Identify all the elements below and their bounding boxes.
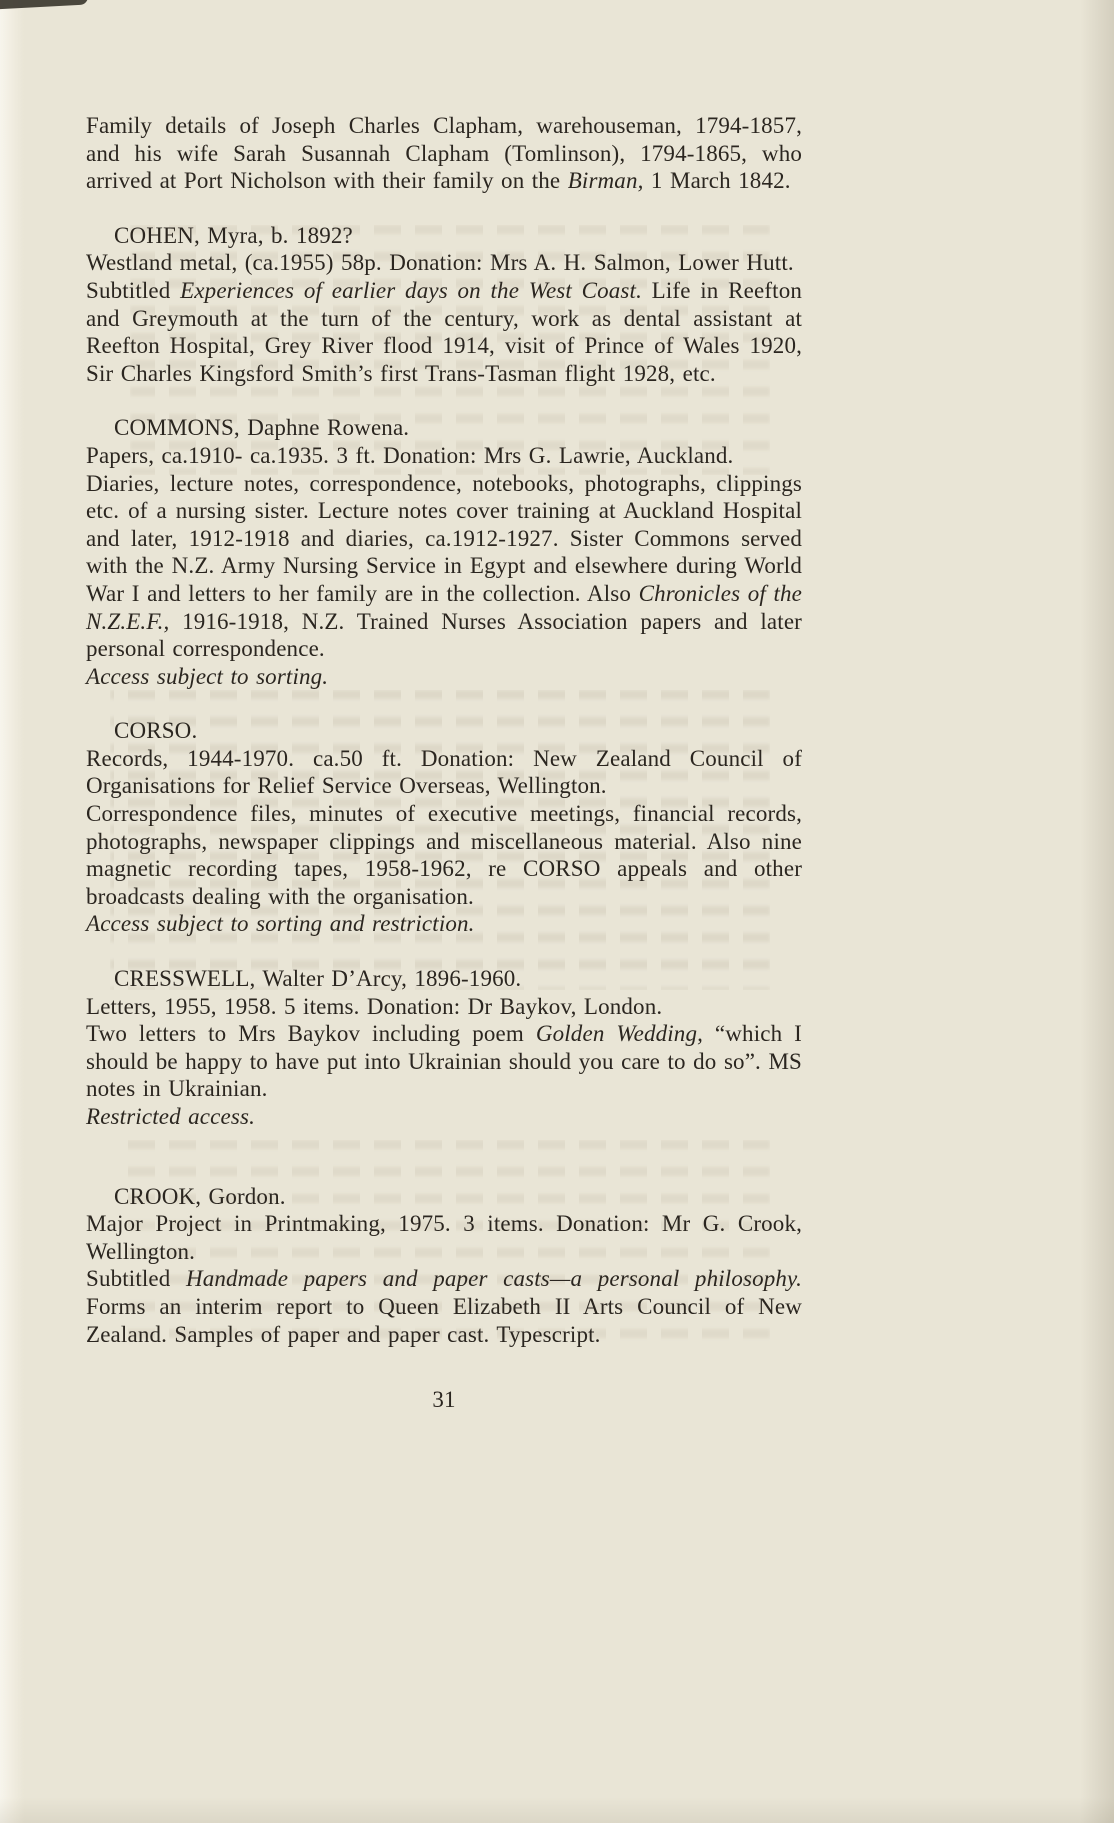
entry-paragraph [86, 249, 802, 277]
paper-edge-shadow-bottom [0, 1797, 1114, 1823]
text-run: Life in Reefton and Greymouth at the turn of the century, work as dental assistant at Reefton Hospital, Grey River flood 1914, visit of Prince of Wales 1920, Sir Charles Kingsford Smith’s first Trans-Tasman flight 1928, etc. [86, 277, 803, 386]
italic-text-run: Birman, [567, 168, 644, 194]
catalog-entry-cohen [86, 222, 802, 388]
entry-paragraph [86, 277, 802, 387]
entry-paragraph [86, 1210, 802, 1265]
entry-paragraph [86, 800, 802, 910]
access-note [86, 663, 802, 691]
text-run: Westland metal, (ca.1955) 58p. Donation: Mrs A. H. Salmon, Lower Hutt. [86, 250, 794, 276]
italic-text-run: Experiences of earlier days on the West Coast. [180, 277, 642, 303]
entry-heading: CROOK, Gordon. [114, 1183, 286, 1209]
paper-edge-left [0, 0, 24, 1823]
intro-paragraph [86, 112, 802, 195]
entry-paragraph [86, 470, 802, 663]
italic-text-run: Handmade papers and paper casts—a personal philosophy. [185, 1266, 803, 1292]
entry-heading: CRESSWELL, Walter D’Arcy, 1896-1960. [114, 966, 522, 992]
italic-text-run: Restricted access. [86, 1104, 255, 1129]
entry-paragraph [86, 442, 802, 470]
scan-corner-mark [0, 0, 88, 10]
text-run: Records, 1944-1970. ca.50 ft. Donation: New Zealand Council of Organisations for Relief Service Overseas, Wellington. [86, 745, 802, 799]
catalog-entry-crook [86, 1183, 802, 1349]
text-run: Family details of Joseph Charles Clapham, warehouseman, 1794-1857, and his wife Sarah Susannah Clapham (Tomlinson), 1794-1865, who arrived at Port Nicholson with their family on the [86, 113, 802, 194]
text-run: Forms an interim report to Queen Elizabeth II Arts Council of New Zealand. Samples of paper and paper cast. Typescript. [86, 1293, 802, 1347]
access-note [86, 910, 802, 938]
page-number: 31 [432, 1387, 456, 1413]
text-run: Major Project in Printmaking, 1975. 3 items. Donation: Mr G. Crook, Wellington. [86, 1211, 802, 1264]
text-run: Papers, ca.1910- ca.1935. 3 ft. Donation: Mrs G. Lawrie, Auckland. [86, 442, 734, 468]
paper-edge-shadow-right [1080, 0, 1114, 1823]
text-run: Letters, 1955, 1958. 5 items. Donation: Dr Baykov, London. [86, 993, 663, 1019]
entry-paragraph [86, 993, 802, 1021]
entry-paragraph [86, 745, 802, 800]
entry-heading: CORSO. [114, 718, 198, 744]
text-run: Two letters to Mrs Baykov including poem [86, 1021, 536, 1047]
access-note [86, 1103, 802, 1131]
text-run: Correspondence files, minutes of executive meetings, financial records, photographs, newspaper clippings and miscellaneous material. Also nine magnetic recording tapes, 1958-1962, re CORSO appeals and other broadcasts dealing with the organisation. [86, 801, 802, 909]
entry-heading: COMMONS, Daphne Rowena. [114, 415, 410, 441]
entry-paragraph [86, 1265, 802, 1348]
catalog-entry-corso [86, 717, 802, 938]
text-run: “which I should be happy to have put into Ukrainian should you care to do so”. MS notes in Ukrainian. [86, 1021, 802, 1102]
italic-text-run: Chronicles of the N.Z.E.F., [86, 580, 803, 634]
italic-text-run: Access subject to sorting. [86, 663, 329, 689]
italic-text-run: Golden Wedding, [535, 1021, 703, 1047]
catalog-entry-cresswell [86, 965, 802, 1131]
text-run: 1 March 1842. [643, 168, 791, 194]
entry-heading: COHEN, Myra, b. 1892? [114, 222, 353, 248]
text-run: 1916-1918, N.Z. Trained Nurses Association papers and later personal correspondence. [86, 608, 802, 662]
text-run: Subtitled [86, 277, 181, 303]
text-run: Subtitled [86, 1266, 186, 1292]
text-run: Diaries, lecture notes, correspondence, notebooks, photographs, clippings etc. of a nursing sister. Lecture notes cover training at Auckland Hospital and later, 1912-1918 and diaries, ca.1912-1927. Sister Commons served with the N.Z. Army Nursing Service in Egypt and elsewhere during World War I and letters to her family are in the collection. Also [86, 470, 802, 606]
catalog-entry-commons [86, 414, 802, 690]
text-block [86, 112, 802, 1414]
entry-paragraph [86, 1020, 802, 1103]
italic-text-run: Access subject to sorting and restriction. [86, 911, 475, 937]
